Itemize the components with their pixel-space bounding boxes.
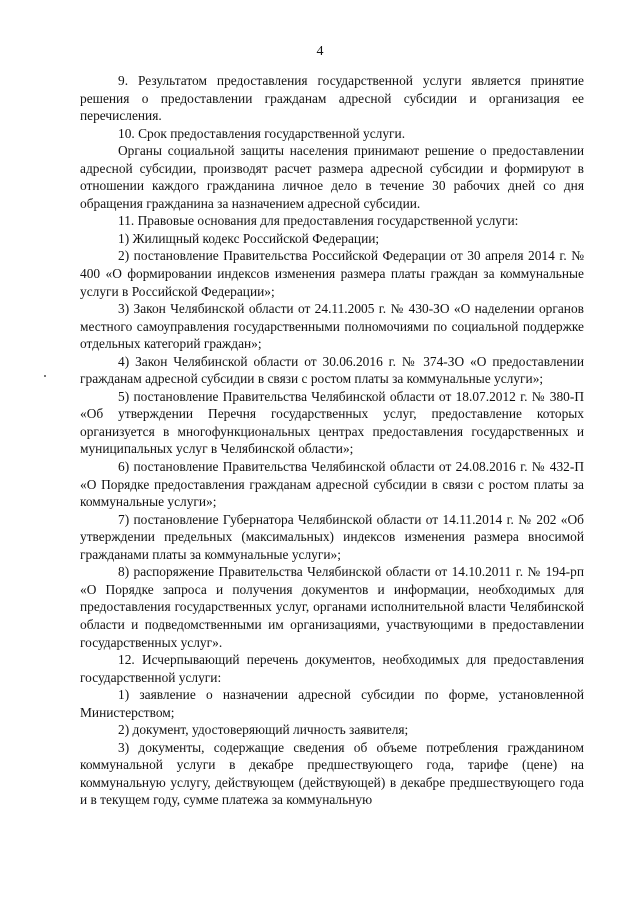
legal-basis-item-5: 5) постановление Правительства Челябинской области от 18.07.2012 г. № 380-П «Об утверждении Перечня государственных услуг, предоставление которых организуется в многофункциональных центрах предоставления государственных и муниципальных услуг в Челябинской области»;	[80, 388, 584, 457]
paragraph-12-heading: 12. Исчерпывающий перечень документов, необходимых для предоставления государственной услуги:	[80, 652, 584, 685]
document-list-item-2: 2) документ, удостоверяющий личность заявителя;	[118, 722, 409, 738]
legal-basis-item-6: 6) постановление Правительства Челябинской области от 24.08.2016 г. № 432-П «О Порядке предоставления гражданам адресной субсидии в связи с ростом платы за коммунальные услуги»;	[80, 459, 584, 510]
legal-basis-item-4: 4) Закон Челябинской области от 30.06.2016 г. № 374-ЗО «О предоставлении гражданам адресной субсидии в связи с ростом платы за коммунальные услуги»;	[80, 353, 584, 387]
paragraph-9-result: 9. Результатом предоставления государственной услуги является принятие решения о предоставлении гражданам адресной субсидии и организация ее перечисления.	[80, 73, 584, 124]
legal-basis-item-7: 7) постановление Губернатора Челябинской области от 14.11.2014 г. № 202 «Об утверждении предельных (максимальных) индексов изменения размера вносимой гражданами платы за коммунальные услуги»;	[80, 511, 584, 562]
legal-basis-item-2: 2) постановление Правительства Российской Федерации от 30 апреля 2014 г. № 400 «О формировании индексов изменения размера платы граждан за коммунальные услуги в Российской Федерации»;	[80, 248, 584, 299]
legal-basis-item-1: 1) Жилищный кодекс Российской Федерации;	[118, 230, 380, 246]
legal-basis-item-3: 3) Закон Челябинской области от 24.11.2005 г. № 430-ЗО «О наделении органов местного самоуправления государственными полномочиями по социальной поддержке отдельных категорий граждан»;	[80, 301, 584, 352]
paragraph-11-heading: 11. Правовые основания для предоставления государственной услуги:	[118, 213, 519, 229]
page-number: 4	[316, 44, 324, 59]
document-list-item-3: 3) документы, содержащие сведения об объеме потребления гражданином коммунальной услуги в декабре предшествующего года, тарифе (цене) на коммунальную услугу, действующем (действующей) в декабре предшествующего года и в текущем году, сумме платежа за коммунальную	[80, 739, 584, 808]
paragraph-10-body: Органы социальной защиты населения принимают решение о предоставлении адресной субсидии, производят расчет размера адресной субсидии и формируют в отношении каждого гражданина личное дело в течение 30 рабочих дней со дня обращения гражданина за назначением адресной субсидии.	[80, 143, 584, 211]
margin-mark	[44, 375, 46, 377]
legal-basis-item-8: 8) распоряжение Правительства Челябинской области от 14.10.2011 г. № 194-рп «О Порядке запроса и получения документов и информации, необходимых для предоставления государственных услуг, органами исполнительной власти Челябинской области и подведомственными им организациями, участвующими в предоставлении государственных услуг».	[80, 564, 584, 650]
document-list-item-1: 1) заявление о назначении адресной субсидии по форме, установленной Министерством;	[80, 687, 584, 720]
paragraph-10-heading: 10. Срок предоставления государственной услуги.	[118, 125, 406, 141]
document-body	[80, 72, 584, 809]
